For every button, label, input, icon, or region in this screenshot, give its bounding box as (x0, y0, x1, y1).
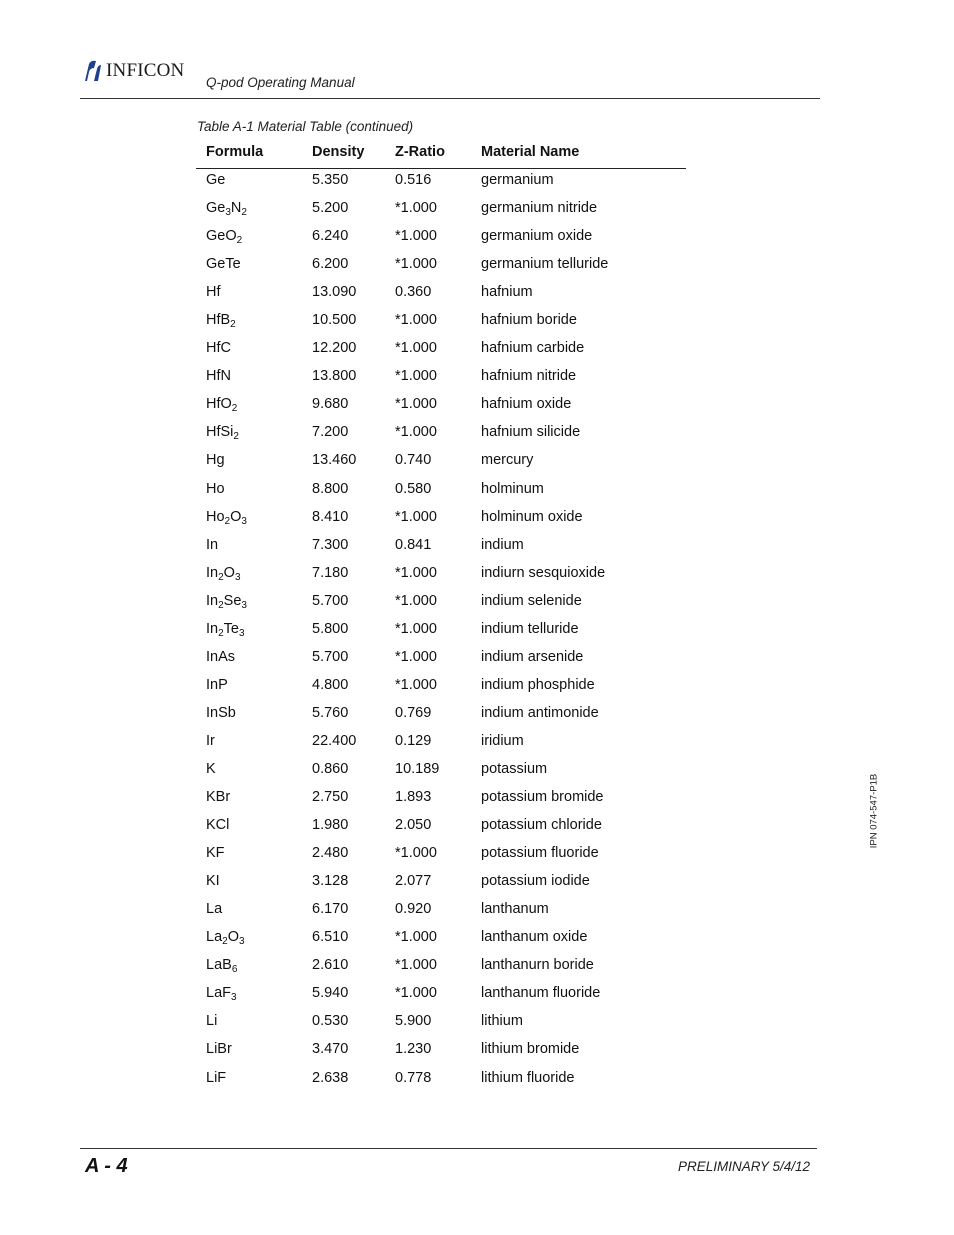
z-ratio-cell: *1.000 (395, 424, 437, 441)
logo-text: INFICON (106, 60, 185, 81)
material-table-body (196, 168, 686, 1094)
formula-base: Hg (206, 452, 225, 469)
formula-base: KCl (206, 817, 230, 834)
formula-base: LaF (206, 985, 231, 1002)
formula-base: KBr (206, 789, 231, 806)
density-cell: 7.300 (312, 536, 349, 553)
formula-cell (206, 424, 239, 443)
density-cell: 7.200 (312, 424, 349, 441)
material-name-cell: potassium chloride (481, 817, 602, 834)
table-row (196, 1037, 686, 1065)
density-cell: 8.410 (312, 508, 349, 525)
column-header-z-ratio: Z-Ratio (395, 144, 445, 160)
formula-cell (206, 1070, 226, 1086)
material-name-cell: hafnium silicide (481, 424, 581, 441)
formula-base: Te (223, 620, 239, 637)
material-name-cell: lanthanum oxide (481, 929, 588, 946)
formula-base: Se (223, 592, 242, 609)
z-ratio-cell: *1.000 (395, 396, 437, 413)
material-name-cell: potassium bromide (481, 789, 604, 806)
formula-subscript: 2 (233, 431, 239, 443)
z-ratio-cell: 0.580 (395, 480, 432, 497)
column-header-density: Density (312, 144, 365, 160)
table-row (196, 196, 686, 224)
table-row (196, 589, 686, 617)
formula-base: InAs (206, 648, 236, 665)
z-ratio-cell: *1.000 (395, 648, 437, 665)
z-ratio-cell: *1.000 (395, 228, 437, 245)
z-ratio-cell: 0.360 (395, 284, 432, 301)
z-ratio-cell: *1.000 (395, 676, 437, 693)
formula-base: Ge (206, 172, 226, 188)
material-name-cell: holminum oxide (481, 508, 583, 525)
table-row (196, 168, 686, 196)
z-ratio-cell: *1.000 (395, 564, 437, 581)
z-ratio-cell: 0.778 (395, 1069, 432, 1086)
table-row (196, 336, 686, 364)
table-row (196, 617, 686, 645)
table-row (196, 757, 686, 785)
material-name-cell: hafnium oxide (481, 396, 572, 413)
density-cell: 7.180 (312, 564, 349, 581)
formula-cell (206, 957, 238, 976)
material-name-cell: iridium (481, 732, 524, 749)
z-ratio-cell: 5.900 (395, 1013, 432, 1030)
formula-base: HfO (206, 396, 232, 413)
formula-cell (206, 677, 228, 693)
formula-cell (206, 789, 230, 805)
formula-base: Ir (206, 732, 215, 749)
material-name-cell: germanium telluride (481, 256, 609, 273)
formula-base: La (206, 901, 223, 918)
density-cell: 0.530 (312, 1013, 349, 1030)
formula-cell (206, 256, 241, 272)
density-cell: 6.200 (312, 256, 349, 273)
formula-subscript: 2 (231, 403, 238, 415)
formula-subscript: 3 (241, 599, 247, 611)
table-row (196, 673, 686, 701)
formula-cell (206, 705, 236, 721)
z-ratio-cell: *1.000 (395, 508, 437, 525)
formula-cell (206, 565, 241, 581)
formula-base: HfSi (206, 424, 234, 441)
density-cell: 5.700 (312, 648, 349, 665)
z-ratio-cell: *1.000 (395, 592, 437, 609)
footer-status: PRELIMINARY 5/4/12 (677, 1159, 810, 1174)
formula-cell (206, 509, 247, 525)
formula-base: KI (206, 873, 220, 890)
formula-cell (206, 312, 236, 331)
material-name-cell: germanium nitride (481, 200, 598, 217)
density-cell: 12.200 (312, 340, 357, 357)
table-row (196, 505, 686, 533)
density-cell: 2.480 (312, 845, 349, 862)
density-cell: 3.470 (312, 1041, 349, 1058)
formula-cell (206, 284, 221, 300)
density-cell: 1.980 (312, 817, 349, 834)
column-header-material-name: Material Name (481, 144, 580, 160)
density-cell: 13.090 (312, 284, 357, 301)
density-cell: 13.800 (312, 368, 357, 385)
formula-cell (206, 985, 237, 1004)
z-ratio-cell: *1.000 (395, 340, 437, 357)
formula-base: HfC (206, 340, 231, 357)
z-ratio-cell: *1.000 (395, 368, 437, 385)
table-row (196, 729, 686, 757)
formula-cell (206, 649, 235, 665)
manual-title: Q-pod Operating Manual (206, 75, 355, 90)
formula-cell (206, 228, 243, 247)
formula-base: GeO (206, 228, 237, 245)
formula-cell (206, 368, 231, 384)
formula-cell (206, 845, 225, 861)
table-row (196, 953, 686, 981)
material-name-cell: potassium iodide (481, 873, 590, 890)
z-ratio-cell: 2.077 (395, 873, 432, 890)
formula-cell (206, 200, 247, 219)
table-row (196, 252, 686, 280)
density-cell: 13.460 (312, 452, 357, 469)
formula-cell (206, 172, 225, 188)
inficon-logo (82, 60, 184, 82)
formula-base: N (230, 200, 242, 217)
formula-cell (206, 340, 231, 356)
formula-subscript: 3 (225, 207, 231, 219)
formula-subscript: 2 (218, 599, 224, 611)
formula-cell (206, 929, 245, 948)
z-ratio-cell: 1.230 (395, 1041, 432, 1058)
material-name-cell: potassium (481, 760, 548, 777)
formula-base: O (223, 564, 235, 581)
formula-cell (206, 873, 220, 889)
density-cell: 6.510 (312, 929, 349, 946)
formula-base: Hf (206, 284, 221, 301)
z-ratio-cell: 0.740 (395, 452, 432, 469)
density-cell: 3.128 (312, 873, 349, 890)
formula-base: InSb (206, 704, 236, 721)
formula-base: Ho (206, 480, 225, 497)
material-name-cell: mercury (481, 452, 534, 469)
table-row (196, 785, 686, 813)
z-ratio-cell: *1.000 (395, 312, 437, 329)
formula-base: Ge (206, 200, 226, 217)
material-name-cell: lithium fluoride (481, 1069, 575, 1086)
formula-subscript: 2 (218, 627, 224, 639)
density-cell: 8.800 (312, 480, 349, 497)
formula-subscript: 2 (236, 235, 243, 247)
z-ratio-cell: 0.920 (395, 901, 432, 918)
z-ratio-cell: 1.893 (395, 789, 432, 806)
density-cell: 4.800 (312, 676, 349, 693)
table-row (196, 981, 686, 1009)
table-row (196, 477, 686, 505)
formula-subscript: 6 (231, 964, 238, 976)
material-name-cell: indium phosphide (481, 676, 595, 693)
formula-cell (206, 733, 215, 749)
table-row (196, 813, 686, 841)
table-row (196, 308, 686, 336)
material-name-cell: holminum (481, 480, 544, 497)
table-row (196, 897, 686, 925)
material-name-cell: lanthanum fluoride (481, 985, 601, 1002)
formula-base: KF (206, 845, 225, 862)
z-ratio-cell: *1.000 (395, 929, 437, 946)
formula-cell (206, 1041, 232, 1057)
formula-base: O (230, 508, 242, 525)
material-name-cell: lanthanum (481, 901, 549, 918)
z-ratio-cell: 10.189 (395, 760, 440, 777)
ipn-label: IPN 074-547-P1B (868, 773, 880, 849)
formula-subscript: 2 (222, 936, 228, 948)
density-cell: 6.170 (312, 901, 349, 918)
density-cell: 5.760 (312, 704, 349, 721)
density-cell: 5.350 (312, 172, 349, 188)
density-cell: 5.700 (312, 592, 349, 609)
formula-subscript: 2 (241, 207, 247, 219)
formula-base: HfB (206, 312, 231, 329)
formula-cell (206, 621, 245, 637)
header-divider (80, 98, 820, 99)
material-name-cell: potassium fluoride (481, 845, 599, 862)
table-row (196, 533, 686, 561)
z-ratio-cell: *1.000 (395, 200, 437, 217)
density-cell: 0.860 (312, 760, 349, 777)
table-row (196, 925, 686, 953)
density-cell: 5.200 (312, 200, 349, 217)
formula-base: GeTe (206, 256, 241, 273)
z-ratio-cell: *1.000 (395, 957, 437, 974)
z-ratio-cell: 0.516 (395, 172, 432, 188)
z-ratio-cell: *1.000 (395, 985, 437, 1002)
formula-cell (206, 452, 225, 468)
table-row (196, 561, 686, 589)
formula-cell (206, 537, 218, 553)
formula-cell (206, 481, 225, 497)
formula-base: In (206, 564, 219, 581)
z-ratio-cell: 0.769 (395, 704, 432, 721)
footer-divider (80, 1148, 817, 1149)
z-ratio-cell: *1.000 (395, 845, 437, 862)
formula-base: In (206, 620, 219, 637)
density-cell: 10.500 (312, 312, 357, 329)
material-name-cell: lithium bromide (481, 1041, 580, 1058)
material-name-cell: lithium (481, 1013, 523, 1030)
material-name-cell: indium telluride (481, 620, 579, 637)
table-row (196, 364, 686, 392)
formula-subscript: 3 (231, 992, 237, 1004)
density-cell: 6.240 (312, 228, 349, 245)
formula-cell (206, 593, 247, 609)
density-cell: 2.638 (312, 1069, 349, 1086)
formula-cell (206, 901, 222, 917)
table-row (196, 1066, 686, 1094)
formula-base: LiF (206, 1069, 227, 1086)
formula-base: K (206, 760, 216, 777)
density-cell: 2.610 (312, 957, 349, 974)
table-row (196, 420, 686, 448)
formula-base: Ho (206, 508, 225, 525)
column-header-formula: Formula (206, 144, 264, 160)
formula-subscript: 2 (230, 319, 236, 331)
material-name-cell: hafnium nitride (481, 368, 577, 385)
table-caption: Table A-1 Material Table (continued) (197, 119, 414, 134)
table-row (196, 701, 686, 729)
formula-subscript: 3 (241, 515, 247, 527)
density-cell: 22.400 (312, 732, 357, 749)
formula-cell (206, 1013, 217, 1029)
material-name-cell: hafnium boride (481, 312, 577, 329)
formula-base: LiBr (206, 1041, 232, 1058)
formula-subscript: 2 (224, 515, 231, 527)
formula-subscript: 2 (218, 571, 224, 583)
density-cell: 5.940 (312, 985, 349, 1002)
table-row (196, 1009, 686, 1037)
material-name-cell: hafnium (481, 284, 533, 301)
z-ratio-cell: *1.000 (395, 620, 437, 637)
inficon-logo-icon (82, 60, 102, 82)
material-name-cell: germanium oxide (481, 228, 593, 245)
formula-subscript: 3 (238, 936, 245, 948)
material-name-cell: indium (481, 536, 524, 553)
table-row (196, 841, 686, 869)
formula-subscript: 3 (234, 571, 241, 583)
formula-base: La (206, 929, 223, 946)
formula-base: InP (206, 676, 228, 693)
formula-base: In (206, 592, 219, 609)
table-row (196, 645, 686, 673)
formula-cell (206, 396, 238, 415)
density-cell: 9.680 (312, 396, 349, 413)
formula-cell (206, 761, 216, 777)
z-ratio-cell: 2.050 (395, 817, 432, 834)
material-name-cell: indiurn sesquioxide (481, 564, 606, 581)
table-row (196, 224, 686, 252)
density-cell: 2.750 (312, 789, 349, 806)
material-name-cell: hafnium carbide (481, 340, 585, 357)
material-name-cell: germanium (481, 172, 554, 188)
table-header (196, 141, 686, 169)
page-number: A - 4 (85, 1155, 128, 1177)
material-name-cell: indium selenide (481, 592, 582, 609)
table-row (196, 280, 686, 308)
z-ratio-cell: 0.841 (395, 536, 432, 553)
formula-subscript: 3 (238, 627, 245, 639)
formula-cell (206, 817, 229, 833)
formula-base: In (206, 536, 219, 553)
formula-base: LaB (206, 957, 232, 974)
z-ratio-cell: 0.129 (395, 732, 432, 749)
material-name-cell: indium antimonide (481, 704, 599, 721)
z-ratio-cell: *1.000 (395, 256, 437, 273)
formula-base: O (227, 929, 239, 946)
table-row (196, 448, 686, 476)
formula-base: Li (206, 1013, 218, 1030)
table-row (196, 869, 686, 897)
density-cell: 5.800 (312, 620, 349, 637)
table-row (196, 392, 686, 420)
formula-base: HfN (206, 368, 231, 385)
material-name-cell: indium arsenide (481, 648, 584, 665)
material-name-cell: lanthanurn boride (481, 957, 594, 974)
